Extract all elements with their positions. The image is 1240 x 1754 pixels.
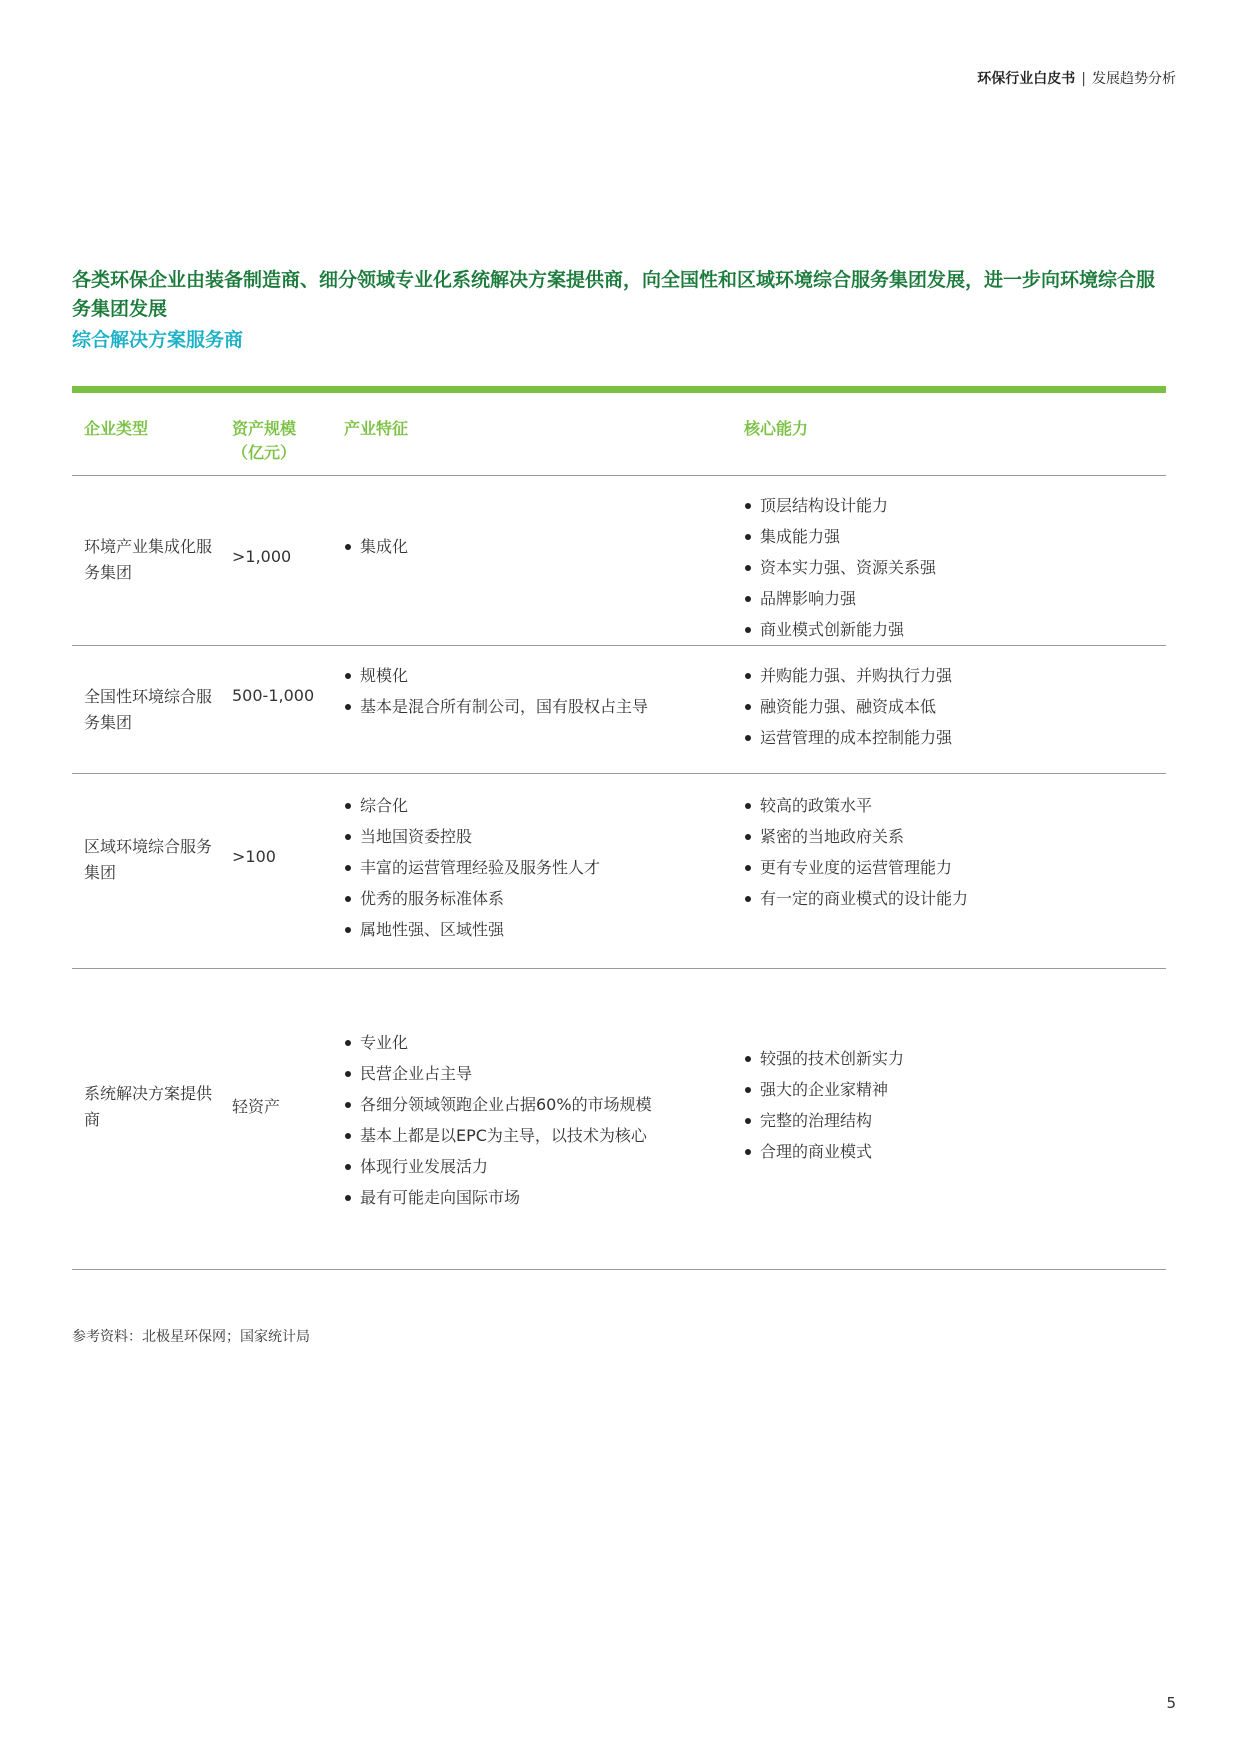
- list-item: 体现行业发展活力: [344, 1151, 734, 1182]
- table-header: [72, 393, 1166, 476]
- list-item: 完整的治理结构: [744, 1105, 1164, 1136]
- list-item: 民营企业占主导: [344, 1058, 734, 1089]
- page-header: [977, 68, 1176, 88]
- header-separator: |: [1081, 71, 1086, 87]
- table-row: [72, 969, 1166, 1270]
- row-asset-scale: 轻资产: [232, 1097, 281, 1116]
- row-enterprise-type: 全国性环境综合服务集团: [84, 687, 213, 732]
- list-item: 紧密的当地政府关系: [744, 821, 1164, 852]
- list-item: 有一定的商业模式的设计能力: [744, 883, 1164, 914]
- list-item: 商业模式创新能力强: [744, 614, 1164, 645]
- list-item: 属地性强、区域性强: [344, 914, 734, 945]
- header-industry-features: 产业特征: [344, 419, 409, 438]
- list-item: 强大的企业家精神: [744, 1074, 1164, 1105]
- enterprise-table: [72, 386, 1166, 1270]
- row-capabilities-list: [744, 490, 1164, 645]
- row-capabilities-list: [744, 1043, 1164, 1167]
- list-item: 最有可能走向国际市场: [344, 1182, 734, 1213]
- header-enterprise-type: 企业类型: [84, 419, 149, 438]
- list-item: 专业化: [344, 1027, 734, 1058]
- header-asset-scale-line1: 资产规模: [232, 419, 297, 438]
- source-note: 参考资料：北极星环保网；国家统计局: [72, 1329, 310, 1345]
- list-item: 资本实力强、资源关系强: [744, 552, 1164, 583]
- list-item: 当地国资委控股: [344, 821, 734, 852]
- header-section: 发展趋势分析: [1092, 71, 1176, 87]
- section-subheading: 综合解决方案服务商: [72, 329, 244, 351]
- header-asset-scale: [232, 417, 296, 465]
- list-item: 各细分领域领跑企业占据60%的市场规模: [344, 1089, 734, 1120]
- row-capabilities-list: [744, 660, 1164, 753]
- list-item: 集成化: [344, 531, 734, 562]
- section-heading: 各类环保企业由装备制造商、细分领域专业化系统解决方案提供商，向全国性和区域环境综合服务集团发展，进一步向环境综合服务集团发展: [72, 269, 1156, 320]
- row-asset-scale: >100: [232, 847, 276, 866]
- list-item: 运营管理的成本控制能力强: [744, 722, 1164, 753]
- row-features-list: [344, 660, 734, 722]
- row-features-list: [344, 531, 734, 562]
- row-asset-scale: 500-1,000: [232, 686, 315, 705]
- list-item: 顶层结构设计能力: [744, 490, 1164, 521]
- list-item: 更有专业度的运营管理能力: [744, 852, 1164, 883]
- table-row: [72, 774, 1166, 969]
- row-enterprise-type: 系统解决方案提供商: [84, 1084, 213, 1129]
- table-row: [72, 646, 1166, 774]
- list-item: 基本是混合所有制公司，国有股权占主导: [344, 691, 734, 722]
- row-capabilities-list: [744, 790, 1164, 914]
- header-brand: 环保行业白皮书: [977, 71, 1076, 87]
- header-core-capabilities: 核心能力: [744, 419, 809, 438]
- row-enterprise-type: 区域环境综合服务集团: [84, 837, 213, 882]
- row-enterprise-type: 环境产业集成化服务集团: [84, 537, 213, 582]
- table-row: [72, 476, 1166, 646]
- list-item: 规模化: [344, 660, 734, 691]
- row-features-list: [344, 1027, 734, 1213]
- list-item: 优秀的服务标准体系: [344, 883, 734, 914]
- list-item: 丰富的运营管理经验及服务性人才: [344, 852, 734, 883]
- list-item: 较强的技术创新实力: [744, 1043, 1164, 1074]
- page-number: 5: [1166, 1694, 1176, 1712]
- list-item: 基本上都是以EPC为主导，以技术为核心: [344, 1120, 734, 1151]
- list-item: 合理的商业模式: [744, 1136, 1164, 1167]
- list-item: 品牌影响力强: [744, 583, 1164, 614]
- list-item: 并购能力强、并购执行力强: [744, 660, 1164, 691]
- list-item: 较高的政策水平: [744, 790, 1164, 821]
- list-item: 集成能力强: [744, 521, 1164, 552]
- header-asset-scale-line2: （亿元）: [232, 443, 297, 462]
- row-asset-scale: >1,000: [232, 547, 292, 566]
- row-features-list: [344, 790, 734, 945]
- list-item: 融资能力强、融资成本低: [744, 691, 1164, 722]
- list-item: 综合化: [344, 790, 734, 821]
